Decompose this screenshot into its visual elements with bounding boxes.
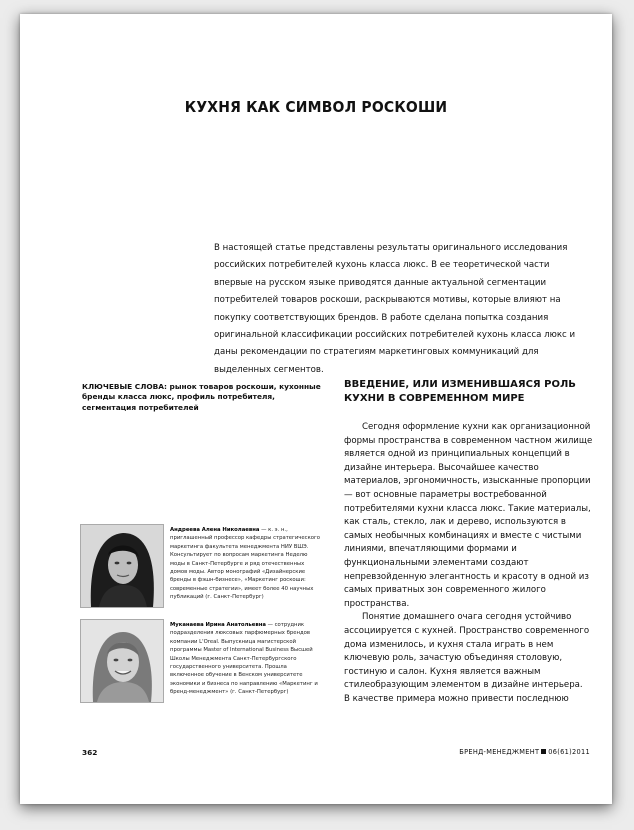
- page-number: 362: [82, 748, 98, 757]
- square-separator-icon: [541, 749, 546, 754]
- keywords-block: [82, 382, 322, 413]
- journal-footer: [459, 748, 590, 756]
- journal-issue: 06(61)2011: [548, 748, 590, 756]
- author-card: [80, 524, 322, 606]
- author-photo: [80, 619, 164, 703]
- article-title: КУХНЯ КАК СИМВОЛ РОСКОШИ: [184, 98, 448, 116]
- author-bio: [170, 526, 322, 602]
- author-name: Андреева Алена Николаевна: [170, 527, 260, 533]
- author-photo: [80, 524, 164, 608]
- body-paragraph: Понятие домашнего очага сегодня устойчиво ассоциируется с кухней. Пространство современного дома изменилось, и кухня стала играть в нем ключевую роль, зачастую объединяя столовую, гостиную и салон. Кухня является важным стилеобразующим элементом в дизайне интерьера.: [344, 612, 590, 691]
- journal-name: БРЕНД-МЕНЕДЖМЕНТ: [459, 748, 540, 756]
- keywords-text: рынок товаров роскоши, кухонные бренды класса люкс, профиль потребителя, сегментация потребителей: [82, 382, 321, 412]
- journal-page: [20, 14, 612, 804]
- body-paragraph: Сегодня оформление кухни как организационной формы пространства в современном частном жилище является одной из принципиальных концепций в дизайне интерьера. Высочайшее качество материалов, эргономичность, изысканные пропорции — вот основные параметры востребованной потребителями кухни класса люкс. Такие материалы, как сталь, стекло, лак и дерево, используются в самых необычных комбинациях и вместе с чистыми линиями, впечатляющими формами и функциональными элементами создают непревзойденную элегантность и красоту в одной из самых приватных зон современного жилого пространства.: [344, 422, 593, 609]
- article-abstract: [214, 240, 584, 379]
- author-name: Муканаева Ирина Анатольевна: [170, 622, 266, 628]
- author-description: — к. э. н., приглашенный профессор кафедры стратегического маркетинга факультета менеджмента НИУ ВШЭ. Консультирует по вопросам маркетинга Неделю моды в Санкт-Петербурге и ряд отечественных домов моды. Автор монографий «Дизайнерские бренды в фэшн-бизнесе», «Маркетинг роскоши: современные стратегии», имеет более 40 научных публикаций (г. Санкт-Петербург): [170, 527, 321, 601]
- author-bio: [170, 621, 322, 697]
- author-card: [80, 619, 322, 701]
- keywords-label: КЛЮЧЕВЫЕ СЛОВА:: [82, 382, 167, 391]
- body-paragraph: В качестве примера можно привести последнюю: [344, 693, 569, 704]
- author-description: — сотрудник подразделения люксовых парфюмерных брендов компании L'Oreal. Выпускница магистерской программы Master of International Business Высшей Школы Менеджмента Санкт-Петербургского государственного университета. Прошла включенное обучение в Венском университете экономики и бизнеса по направлению «Маркетинг и бренд-менеджмент» (г. Санкт-Петербург): [170, 622, 318, 696]
- body-text: [344, 421, 594, 706]
- section-heading: ВВЕДЕНИЕ, ИЛИ ИЗМЕНИВШАЯСЯ РОЛЬ КУХНИ В СОВРЕМЕННОМ МИРЕ: [344, 379, 576, 405]
- abstract-text: В настоящей статье представлены результаты оригинального исследования российских потребителей кухонь класса люкс. В ее теоретической части впервые на русском языке приводятся данные актуальной сегментации потребителей товаров роскоши, раскрываются мотивы, которые влияют на покупку соответствующих брендов. В работе сделана попытка создания оригинальной классификации российских потребителей кухонь класса люкс и даны рекомендации по стратегиям маркетинговых коммуникаций для выделенных сегментов.: [214, 243, 576, 375]
